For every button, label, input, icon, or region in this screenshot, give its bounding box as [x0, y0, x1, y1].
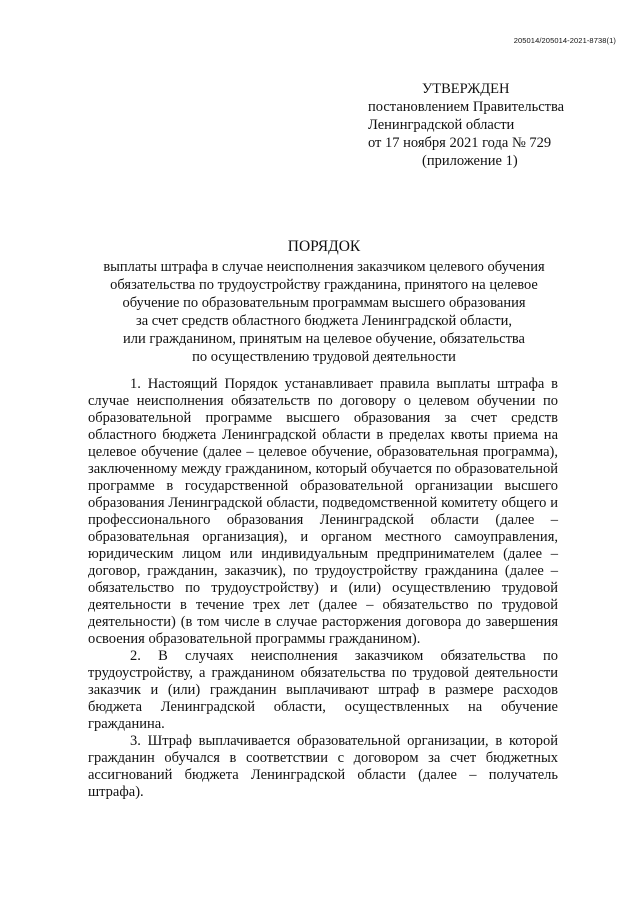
subtitle-line: выплаты штрафа в случае неисполнения заказчиком целевого обучения — [103, 259, 545, 275]
approval-block — [368, 80, 564, 170]
approval-line: от 17 ноября 2021 года № 729 — [368, 135, 552, 151]
paragraph-1: 1. Настоящий Порядок устанавливает правила выплаты штрафа в случае неисполнения обязательств по договору о целевом обучении по образовательной программе высшего образования за счет средств областного бюджета Ленинградской области в пределах квоты приема на целевое обучение (далее – целевое обучение, образовательная программа), заключенному между гражданином, который обучается по образовательной программе в государственной образовательной организации высшего образования Ленинградской области, подведомственной комитету общего и профессионального образования Ленинградской области (далее – образовательная организация), и органом местного самоуправления, юридическим лицом или индивидуальным предпринимателем (далее – договор, гражданин, заказчик), по трудоустройству гражданина (далее – обязательство по трудоустройству) и (или) осуществлению трудовой деятельности в течение трех лет (далее – обязательство по трудовой деятельности) (в том числе в случае расторжения договора до завершения освоения образовательной программы гражданином). — [88, 376, 558, 647]
subtitle-line: обучение по образовательным программам высшего образования — [122, 295, 526, 311]
document-body — [88, 376, 558, 801]
document-title: ПОРЯДОК — [287, 238, 361, 255]
approval-appendix: (приложение 1) — [422, 153, 518, 169]
approval-title: УТВЕРЖДЕН — [422, 81, 510, 97]
subtitle-line: или гражданином, принятым на целевое обучение, обязательства — [123, 331, 525, 347]
approval-line: постановлением Правительства — [368, 99, 565, 115]
paragraph-3: 3. Штраф выплачивается образовательной организации, в которой гражданин обучался в соответствии с договором за счет бюджетных ассигнований бюджета Ленинградской области (далее – получатель штрафа). — [88, 733, 558, 800]
subtitle-line: за счет средств областного бюджета Ленинградской области, — [136, 313, 512, 329]
document-title-block — [86, 238, 562, 366]
approval-line: Ленинградской области — [368, 117, 515, 133]
document-id: 205014/205014-2021-8738(1) — [513, 36, 616, 45]
subtitle-line: обязательства по трудоустройству гражданина, принятого на целевое — [110, 277, 538, 293]
subtitle-line: по осуществлению трудовой деятельности — [192, 349, 456, 365]
paragraph-2: 2. В случаях неисполнения заказчиком обязательства по трудоустройству, а гражданином обязательства по трудовой деятельности заказчик и (или) гражданин выплачивают штраф в размере расходов бюджета Ленинградской области, осуществленных на обучение гражданина. — [88, 648, 558, 732]
